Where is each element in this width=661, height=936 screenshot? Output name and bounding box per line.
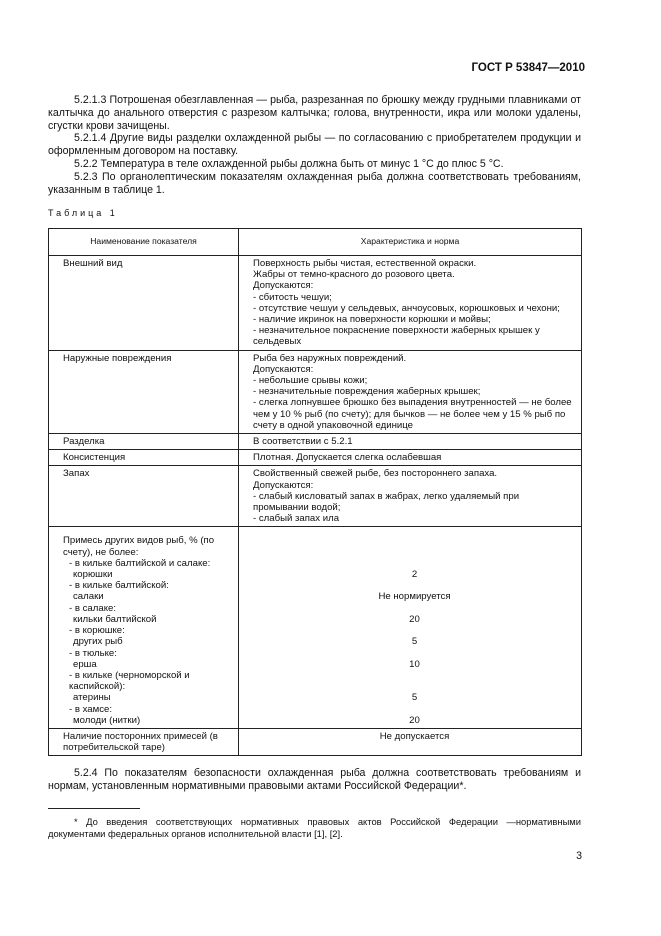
admixture-value: 20 bbox=[409, 613, 420, 625]
admixture-sub: салаки bbox=[73, 591, 104, 603]
admixture-value: 10 bbox=[409, 658, 420, 670]
spec-table bbox=[48, 228, 582, 756]
table-header-row bbox=[49, 229, 582, 256]
admixture-sub: кильки балтийской bbox=[73, 613, 157, 625]
admixture-group: - в хамсе: bbox=[69, 703, 113, 715]
admixture-names bbox=[49, 527, 239, 728]
admixture-value: 5 bbox=[411, 636, 418, 648]
value-line: - сбитость чешуи; bbox=[253, 291, 332, 303]
table-row-admixture bbox=[49, 527, 582, 728]
value-line: - отсутствие чешуи у сельдевых, анчоусовых, корюшковых и чехони; bbox=[253, 302, 560, 314]
value-line: - слабый запах ила bbox=[253, 513, 340, 525]
table-row bbox=[49, 434, 582, 450]
row-name: Наружные повреждения bbox=[49, 350, 239, 433]
value-line: - слегка лопнувшее брюшко без выпадения внутренностей — не более чем у 10 % рыб (по счету); для бычков — не более чем у 15 % рыб по счету в одной упаковочной единице bbox=[253, 397, 572, 431]
table-row bbox=[49, 728, 582, 755]
admixture-group: - в салаке: bbox=[69, 602, 116, 614]
value-line: Не допускается bbox=[379, 730, 450, 742]
page-number: 3 bbox=[576, 850, 582, 862]
body-text bbox=[48, 94, 581, 196]
paragraph-5-2-3: 5.2.3 По органолептическим показателям охлажденная рыба должна соответствовать требованиям, указанным в таблице 1. bbox=[48, 170, 581, 196]
value-line: Допускаются: bbox=[253, 479, 314, 491]
row-name: Внешний вид bbox=[49, 256, 239, 351]
row-name: Наличие посторонних примесей (в потребительской таре) bbox=[49, 728, 239, 755]
footnote-text: * До введения соответствующих нормативных правовых актов Российской Федерации —нормативными документами федеральных органов исполнительной власти [1], [2]. bbox=[48, 816, 581, 839]
value-line: Плотная. Допускается слегка ослабевшая bbox=[253, 452, 442, 464]
table-row bbox=[49, 466, 582, 527]
value-line: Жабры от темно-красного до розового цвета. bbox=[253, 269, 455, 281]
value-line: - наличие икринок на поверхности корюшки и мойвы; bbox=[253, 314, 491, 326]
footnote bbox=[48, 816, 581, 839]
admixture-title: Примесь других видов рыб, % (по счету), не более: bbox=[63, 535, 215, 558]
row-value bbox=[239, 728, 582, 755]
row-name: Консистенция bbox=[49, 450, 239, 466]
value-line: - слабый кисловатый запах в жабрах, легко удаляемый при промывании водой; bbox=[253, 490, 520, 514]
row-value bbox=[239, 434, 582, 450]
row-name: Запах bbox=[49, 466, 239, 527]
admixture-sub: молоди (нитки) bbox=[73, 714, 141, 726]
value-line: Поверхность рыбы чистая, естественной окраски. bbox=[253, 258, 477, 269]
admixture-sub: корюшки bbox=[73, 569, 113, 581]
admixture-value: 20 bbox=[409, 714, 420, 726]
row-value bbox=[239, 350, 582, 433]
header-characteristic: Характеристика и норма bbox=[239, 229, 582, 256]
admixture-group: - в кильке (черноморской и каспийской): bbox=[69, 669, 190, 693]
value-line: Рыба без наружных повреждений. bbox=[253, 352, 407, 364]
after-text bbox=[48, 767, 581, 793]
row-name: Разделка bbox=[49, 434, 239, 450]
value-line: - незначительное покраснение поверхности жаберных крышек у сельдевых bbox=[253, 325, 540, 348]
admixture-sub: ерша bbox=[73, 658, 97, 670]
admixture-sub: атерины bbox=[73, 692, 111, 704]
admixture-group: - в кильке балтийской и салаке: bbox=[69, 557, 211, 569]
row-value bbox=[239, 466, 582, 527]
header-indicator: Наименование показателя bbox=[49, 229, 239, 256]
table-row bbox=[49, 350, 582, 433]
admixture-value: 2 bbox=[411, 569, 418, 581]
document-code: ГОСТ Р 53847—2010 bbox=[471, 62, 585, 74]
paragraph-5-2-4: 5.2.4 По показателям безопасности охлажденная рыба должна соответствовать требованиям и нормам, установленным нормативными правовыми актами Российской Федерации*. bbox=[48, 767, 581, 792]
row-value bbox=[239, 256, 582, 351]
paragraph-5-2-1-3: 5.2.1.3 Потрошеная обезглавленная — рыба, разрезанная по брюшку между грудными плавниками от калтычка до анального отверстия с разрезом калтычка; голова, внутренности, икра или молоки удалены, сгустки крови зачищены. bbox=[48, 94, 581, 132]
footnote-divider bbox=[48, 808, 140, 809]
table-row bbox=[49, 450, 582, 466]
paragraph-5-2-1-4: 5.2.1.4 Другие виды разделки охлажденной рыбы — по согласованию с приобретателем продукции и оформленным договором на поставку. bbox=[48, 132, 581, 158]
value-line: - небольшие срывы кожи; bbox=[253, 375, 368, 387]
admixture-group: - в тюльке: bbox=[69, 647, 117, 659]
value-line: Допускаются: bbox=[253, 363, 314, 375]
admixture-value: Не нормируется bbox=[378, 591, 451, 603]
value-line: - незначительные повреждения жаберных крышек; bbox=[253, 386, 481, 398]
value-line: В соответствии с 5.2.1 bbox=[253, 436, 353, 448]
admixture-value: 5 bbox=[411, 692, 418, 704]
admixture-values bbox=[239, 527, 582, 728]
table-label: Таблица 1 bbox=[48, 208, 118, 218]
row-value bbox=[239, 450, 582, 466]
admixture-group: - в корюшке: bbox=[69, 625, 125, 637]
admixture-group: - в кильке балтийской: bbox=[69, 580, 169, 592]
value-line: Допускаются: bbox=[253, 280, 314, 292]
admixture-sub: других рыб bbox=[73, 636, 123, 648]
paragraph-5-2-2: 5.2.2 Температура в теле охлажденной рыбы должна быть от минус 1 °С до плюс 5 °С. bbox=[74, 157, 504, 170]
table-row bbox=[49, 256, 582, 351]
value-line: Свойственный свежей рыбе, без постороннего запаха. bbox=[253, 468, 498, 480]
